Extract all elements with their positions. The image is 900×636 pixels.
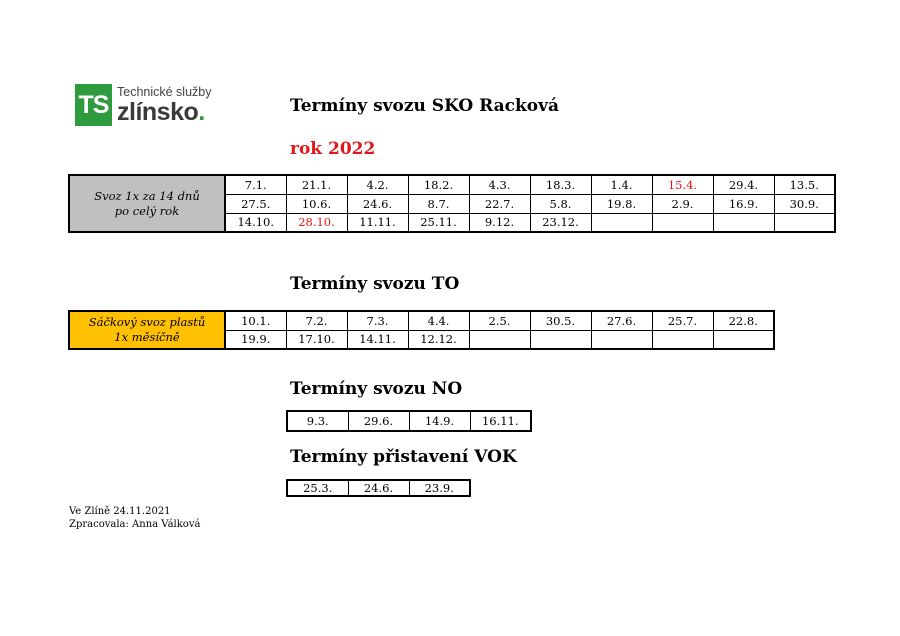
table-row: [69, 311, 774, 330]
date-cell: 18.3.: [530, 175, 591, 194]
date-cell: 5.8.: [530, 194, 591, 213]
date-cell: 11.11.: [347, 213, 408, 232]
date-cell: 7.2.: [286, 311, 347, 330]
empty-cell: [713, 213, 774, 232]
date-cell: 25.11.: [408, 213, 469, 232]
date-cell: 25.3.: [287, 480, 348, 496]
date-cell: 22.7.: [469, 194, 530, 213]
date-cell: 10.1.: [225, 311, 286, 330]
date-cell: 16.11.: [470, 411, 531, 431]
logo-wordmark-text: zlínsko: [117, 98, 199, 126]
vok-heading: Termíny přistavení VOK: [290, 447, 517, 467]
date-cell: 29.4.: [713, 175, 774, 194]
logo-wordmark-dot: .: [198, 98, 205, 126]
date-cell: 19.9.: [225, 330, 286, 349]
to-label-line2: 1x měsíčně: [114, 330, 180, 344]
logo-badge: TS: [75, 84, 112, 126]
sko-heading: Termíny svozu SKO Racková: [290, 96, 560, 116]
date-cell: 27.5.: [225, 194, 286, 213]
date-cell: 9.12.: [469, 213, 530, 232]
date-cell: 25.7.: [652, 311, 713, 330]
date-cell: 14.9.: [409, 411, 470, 431]
empty-cell: [591, 330, 652, 349]
date-cell: 9.3.: [287, 411, 348, 431]
no-schedule-table: [286, 410, 532, 432]
date-cell: 10.6.: [286, 194, 347, 213]
date-cell: 29.6.: [348, 411, 409, 431]
date-cell: 24.6.: [347, 194, 408, 213]
date-cell: 21.1.: [286, 175, 347, 194]
table-row: [287, 411, 531, 431]
footer-author: Zpracovala: Anna Válková: [69, 519, 201, 530]
year-heading: rok 2022: [290, 139, 376, 159]
sko-label-line2: po celý rok: [114, 203, 180, 218]
logo-tagline: Technické služby: [117, 85, 212, 99]
date-cell: 13.5.: [774, 175, 835, 194]
date-cell: 30.5.: [530, 311, 591, 330]
vok-schedule-table: [286, 479, 471, 497]
date-cell: 27.6.: [591, 311, 652, 330]
date-cell: 22.8.: [713, 311, 774, 330]
to-label-line1: Sáčkový svoz plastů: [88, 315, 206, 329]
date-cell: 17.10.: [286, 330, 347, 349]
date-cell: 16.9.: [713, 194, 774, 213]
empty-cell: [530, 330, 591, 349]
logo-wordmark: [117, 98, 205, 127]
no-heading: Termíny svozu NO: [290, 379, 463, 399]
date-cell: 12.12.: [408, 330, 469, 349]
footer-place-date: Ve Zlíně 24.11.2021: [69, 506, 171, 517]
date-cell: 23.9.: [409, 480, 470, 496]
to-schedule-table: [68, 310, 775, 350]
table-row: [287, 480, 470, 496]
date-cell: 2.9.: [652, 194, 713, 213]
date-cell: 23.12.: [530, 213, 591, 232]
date-cell: 18.2.: [408, 175, 469, 194]
date-cell: 14.10.: [225, 213, 286, 232]
table-row: [69, 175, 835, 194]
date-cell: 24.6.: [348, 480, 409, 496]
date-cell-highlighted: 15.4.: [652, 175, 713, 194]
date-cell: 1.4.: [591, 175, 652, 194]
company-logo: [75, 84, 212, 128]
date-cell: 4.4.: [408, 311, 469, 330]
empty-cell: [591, 213, 652, 232]
empty-cell: [469, 330, 530, 349]
date-cell: 14.11.: [347, 330, 408, 349]
sko-schedule-table: [68, 174, 836, 233]
empty-cell: [652, 330, 713, 349]
date-cell: 4.2.: [347, 175, 408, 194]
date-cell: 30.9.: [774, 194, 835, 213]
empty-cell: [713, 330, 774, 349]
to-label-cell: [69, 311, 225, 349]
date-cell: 7.1.: [225, 175, 286, 194]
date-cell: 7.3.: [347, 311, 408, 330]
date-cell: 4.3.: [469, 175, 530, 194]
empty-cell: [652, 213, 713, 232]
date-cell: 19.8.: [591, 194, 652, 213]
date-cell: 8.7.: [408, 194, 469, 213]
to-heading: Termíny svozu TO: [290, 274, 460, 294]
empty-cell: [774, 213, 835, 232]
sko-label-cell: [69, 175, 225, 232]
sko-label-line1: Svoz 1x za 14 dnů: [94, 188, 200, 203]
date-cell: 2.5.: [469, 311, 530, 330]
date-cell-highlighted: 28.10.: [286, 213, 347, 232]
